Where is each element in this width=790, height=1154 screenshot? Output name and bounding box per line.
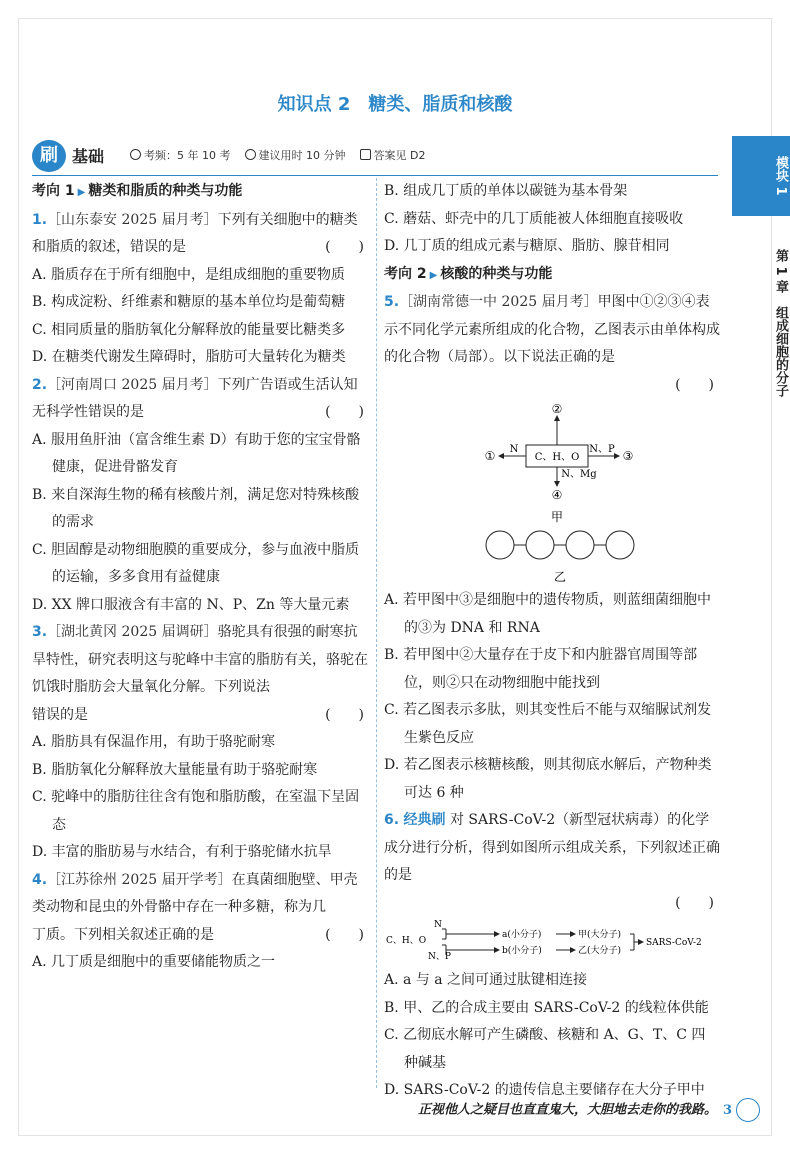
option-c[interactable]: C. 若乙图表示多肽，则其变性后不能与双缩脲试剂发生紫色反应 [384,702,712,746]
diagram-bottom-element: N、Mg [561,469,597,480]
answer-blank[interactable]: ( ) [675,376,714,393]
section-label: 基础 [72,147,105,166]
shua-badge: 刷 [32,140,66,172]
option-a[interactable]: A. a 与 a 之间可通过肽键相连接 [384,972,588,988]
option-d[interactable]: D. 在糖类代谢发生障碍时，脂肪可大量转化为糖类 [32,349,346,365]
virus-left-top: N [434,920,442,930]
exam-frequency-text: 考频：5 年 10 考 [144,149,231,162]
virus-a-label: a(小分子) [502,930,542,940]
question-source: ［河南周口 2025 届月考］ [47,376,218,393]
question-number: 3. [32,624,48,640]
section-title: 核酸的种类与功能 [440,265,553,282]
option-d[interactable]: D. 丰富的脂肪易与水结合，有利于骆驼储水抗旱 [32,844,332,860]
section-number: 考向 1 [32,183,75,199]
diagram-right-element: N、P [589,444,615,455]
side-tab [732,136,790,416]
option-c[interactable]: C. 相同质量的脂肪氧化分解释放的能量要比糖类多 [32,321,346,338]
option-d[interactable]: D. SARS-CoV-2 的遗传信息主要储存在大分子甲中 [384,1082,705,1098]
question-stem: 对 SARS-CoV-2（新型冠状病毒）的化学成分进行分析，得到如图所示组成关系，下列叙述正确的是 [384,812,720,883]
option-a[interactable]: A. 若甲图中③是细胞中的遗传物质，则蓝细菌细胞中的③为 DNA 和 RNA [384,592,712,636]
question-4 [32,867,370,977]
section-header [32,136,718,176]
diagram-yi-caption: 乙 [553,570,567,584]
virus-name-label: SARS-CoV-2 [646,938,702,948]
diagram-top-label: ② [551,403,563,416]
question-6 [384,807,720,1105]
q4-option-d[interactable]: D. 几丁质的组成元素与糖原、脂肪、腺苷相同 [384,238,670,254]
diagram-virus [384,917,720,967]
option-b[interactable]: B. 甲、乙的合成主要由 SARS-CoV-2 的线粒体供能 [384,999,709,1016]
virus-left-mid: C、H、O [386,936,427,946]
q4-option-b[interactable]: B. 组成几丁质的单体以碳链为基本骨架 [384,183,628,199]
diagram-right-label: ③ [622,449,634,463]
answer-blank[interactable]: ( ) [325,926,364,943]
diagram-left-label: ① [484,449,496,463]
left-column [32,178,370,977]
question-stem: 下列广告语或生活认知 [217,376,358,393]
diagram-left-element: N [509,444,519,455]
question-stem: 骆驼具有很强的耐寒抗旱特性，研究表明这与驼峰中丰富的脂肪有关，骆驼在饥饿时脂肪会大量氧化分解。下列说法 [32,624,368,695]
answer-ref-text: 答案见 D2 [373,149,426,162]
question-number: 1. [32,211,48,228]
answer-blank[interactable]: ( ) [675,894,714,911]
option-d[interactable]: D. XX 牌口服液含有丰富的 N、P、Zn 等大量元素 [32,596,350,613]
diagram-jia [384,403,720,527]
question-number: 4. [32,871,48,888]
question-stem-cont: 无科学性错误的是 [32,404,144,420]
exam-frequency [130,147,231,163]
question-number: 6. [384,812,400,828]
frequency-icon [130,149,141,160]
option-a[interactable]: A. 脂质存在于所有细胞中，是组成细胞的重要物质 [32,266,346,283]
diagram-yi-svg [384,527,720,587]
option-a[interactable]: A. 服用鱼肝油（富含维生素 D）有助于您的宝宝骨骼健康，促进骨骼发育 [32,431,361,475]
question-source: ［湖北黄冈 2025 届调研］ [47,624,218,640]
question-1 [32,207,370,372]
diagram-jia-caption: 甲 [550,510,564,524]
diagram-bottom-label: ④ [551,488,563,502]
option-b[interactable]: B. 来自深海生物的稀有核酸片剂，满足您对特殊核酸的需求 [32,486,360,530]
section-heading-2 [384,261,720,290]
right-column [384,178,720,1105]
option-c[interactable]: C. 驼峰中的脂肪往往含有饱和脂肪酸，在室温下呈固态 [32,789,360,833]
section-title: 糖类和脂质的种类与功能 [88,183,243,199]
option-b[interactable]: B. 若甲图中②大量存在于皮下和内脏器官周围等部位，则②只在动物细胞中能找到 [384,647,698,691]
chapter-tab: 第 1 章 组成细胞的分子 [773,248,788,398]
virus-b-label: b(小分子) [502,946,542,956]
option-b[interactable]: B. 脂肪氧化分解释放大量能量有助于骆驼耐寒 [32,761,318,778]
suggested-time-text: 建议用时 10 分钟 [258,149,346,162]
answer-blank[interactable]: ( ) [325,706,364,723]
footer-motto: 正视他人之疑目也直直鬼大，大胆地去走你的我路。 [417,1102,717,1118]
option-c[interactable]: C. 乙彻底水解可产生磷酸、核糖和 A、G、T、C 四种碱基 [384,1027,706,1071]
triangle-icon: ▶ [77,187,86,198]
answer-blank[interactable]: ( ) [325,404,364,420]
question-source: ［湖南常德一中 2025 届月考］ [399,294,598,310]
question-stem: 甲图中①②③④表示不同化学元素所组成的化合物，乙图表示由单体构成的化合物（局部）。以下说法正确的是 [384,294,720,365]
question-stem-cont: 错误的是 [32,706,88,723]
question-2 [32,372,370,620]
option-a[interactable]: A. 几丁质是细胞中的重要储能物质之一 [32,954,276,970]
question-source: ［江苏徐州 2025 届开学考］ [47,871,232,888]
option-b[interactable]: B. 构成淀粉、纤维素和糖原的基本单位均是葡萄糖 [32,294,346,310]
page-footer [0,1098,760,1122]
diagram-jia-svg [384,403,720,527]
sprout-icon [736,1098,760,1122]
question-number: 2. [32,376,48,393]
triangle-icon: ▶ [429,269,438,281]
section-heading-1 [32,178,370,207]
question-source: ［山东泰安 2025 届月考］ [47,211,218,228]
virus-jia-label: 甲(大分子) [578,930,622,940]
question-3 [32,619,370,867]
question-stem-cont: 和脂质的叙述，错误的是 [32,239,186,255]
option-d[interactable]: D. 若乙图表示核糖核酸，则其彻底水解后，产物种类可达 6 种 [384,757,712,801]
virus-left-bot: N、P [428,952,451,962]
diagram-virus-svg [384,917,720,967]
diagram-yi [384,527,720,587]
diagram-center-label: C、H、O [534,452,580,463]
question-stem: 下列有关细胞中的糖类 [217,211,358,228]
header-divider [32,175,718,176]
virus-yi-label: 乙(大分子) [578,946,622,956]
question-number: 5. [384,294,400,310]
question-stem-cont: 丁质。下列相关叙述正确的是 [32,926,214,943]
answer-icon [360,149,371,160]
page-title: 知识点 2 糖类、脂质和核酸 [277,94,513,115]
column-divider [376,178,377,1088]
question-5 [384,289,720,807]
answer-ref [360,147,426,163]
suggested-time [245,147,346,163]
question-stem: 在真菌细胞壁、甲壳类动物和昆虫的外骨骼中存在一种多糖，称为几 [32,871,358,915]
classic-tag: 经典刷 [403,812,446,828]
clock-icon [245,149,256,160]
module-tab: 模块 1 [732,136,790,216]
meta-info [130,147,425,163]
answer-blank[interactable]: ( ) [325,239,364,255]
option-a[interactable]: A. 脂肪具有保温作用，有助于骆驼耐寒 [32,734,276,750]
page-number: 3 [722,1102,732,1118]
q4-option-c[interactable]: C. 蘑菇、虾壳中的几丁质能被人体细胞直接吸收 [384,210,684,227]
section-number: 考向 2 [384,265,427,282]
option-c[interactable]: C. 胆固醇是动物细胞膜的重要成分，参与血液中脂质的运输，多多食用有益健康 [32,541,360,585]
